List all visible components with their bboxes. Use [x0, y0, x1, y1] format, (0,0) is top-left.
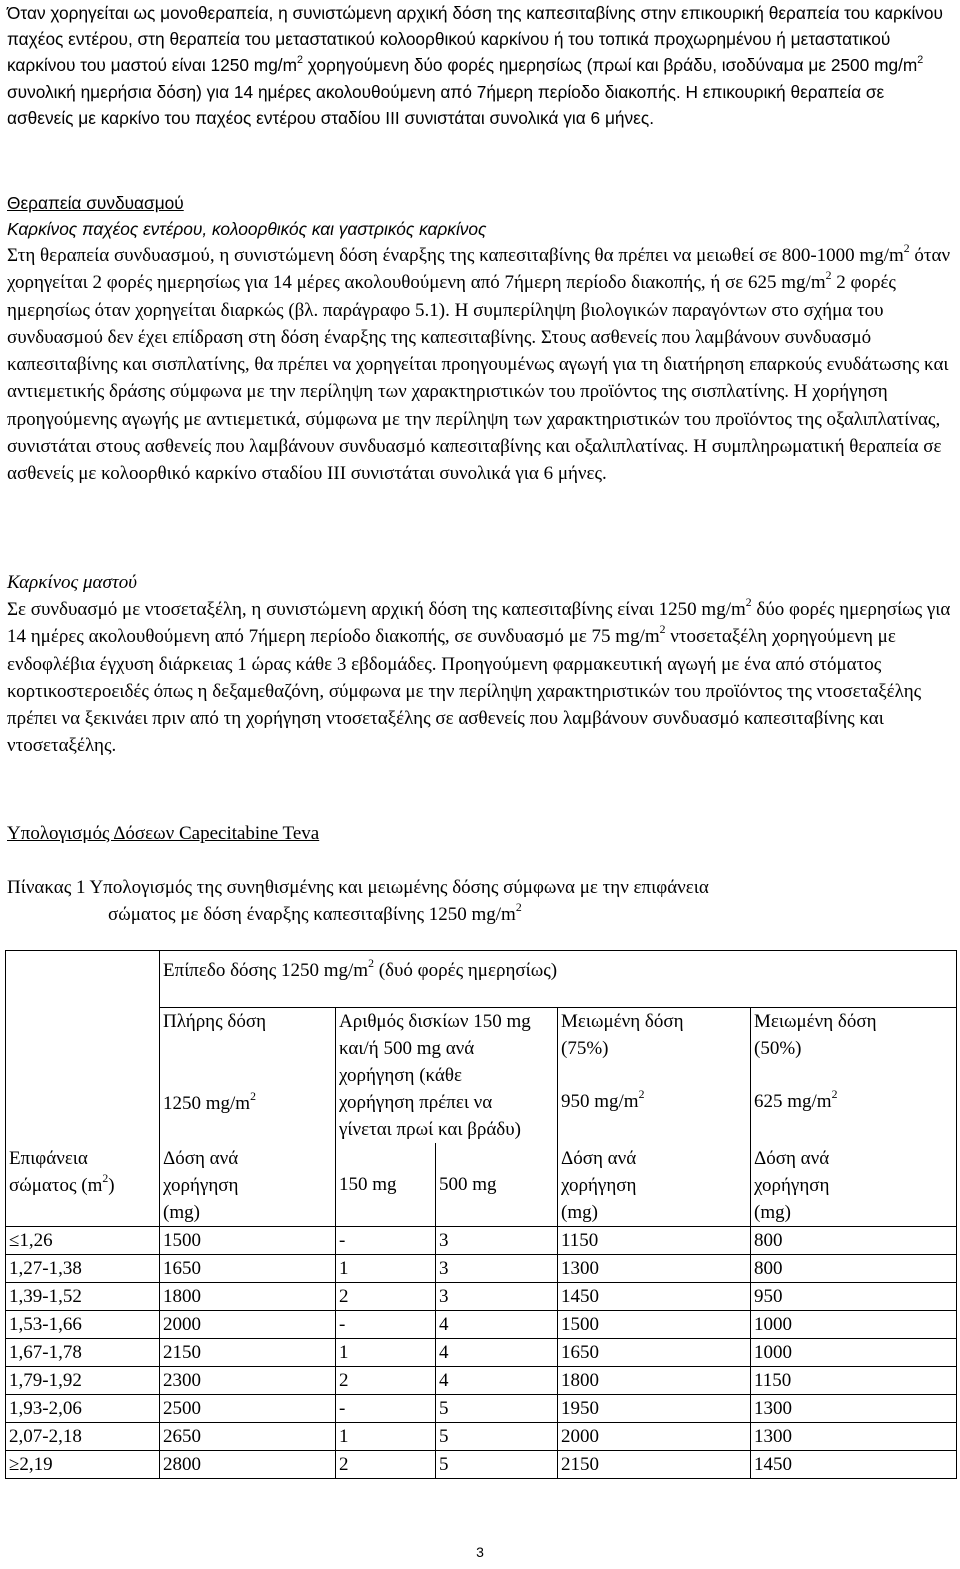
cell-bsa: 1,79-1,92	[6, 1367, 160, 1395]
cell-tablets-500: 5	[436, 1451, 558, 1479]
tablets-header: Αριθμός δισκίων 150 mg και/ή 500 mg ανά χορήγηση (κάθε χορήγηση πρέπει να γίνεται πρωί και βράδυ)	[336, 1008, 558, 1144]
cell-reduced-50: 800	[751, 1227, 957, 1255]
cell-full-dose: 2800	[160, 1451, 336, 1479]
dose-calc-heading: Υπολογισμός Δόσεων Capecitabine Teva	[7, 823, 320, 844]
cell-bsa: 1,93-2,06	[6, 1395, 160, 1423]
cell-tablets-150: 1	[336, 1255, 436, 1283]
cell-full-dose: 2000	[160, 1311, 336, 1339]
cell-reduced-50: 1300	[751, 1423, 957, 1451]
cell-tablets-500: 4	[436, 1339, 558, 1367]
combination-heading: Θεραπεία συνδυασμού	[7, 193, 184, 213]
cell-reduced-75: 2000	[558, 1423, 751, 1451]
tablet-150-header: 150 mg	[336, 1143, 436, 1227]
cell-full-dose: 2500	[160, 1395, 336, 1423]
cell-tablets-500: 3	[436, 1255, 558, 1283]
cell-full-dose: 2150	[160, 1339, 336, 1367]
table-row	[6, 1395, 957, 1423]
cell-full-dose: 1800	[160, 1283, 336, 1311]
table-title-row	[6, 951, 957, 1008]
cell-tablets-500: 4	[436, 1367, 558, 1395]
cell-reduced-75: 1450	[558, 1283, 751, 1311]
cell-tablets-500: 5	[436, 1423, 558, 1451]
cell-full-dose: 2300	[160, 1367, 336, 1395]
cell-reduced-75: 1150	[558, 1227, 751, 1255]
dose-table	[5, 950, 957, 1479]
cell-tablets-150: -	[336, 1227, 436, 1255]
tablet-500-header: 500 mg	[436, 1143, 558, 1227]
cell-reduced-50: 1450	[751, 1451, 957, 1479]
cell-reduced-75: 1300	[558, 1255, 751, 1283]
cell-tablets-150: -	[336, 1395, 436, 1423]
breast-paragraph: Σε συνδυασμό με ντοσεταξέλη, η συνιστώμενη αρχική δόση της καπεσιταβίνης είναι 1250 $mg/m^2$ δύο φορές ημερησίως για 14 ημέρες ακολουθούμενη από 7ήμερη περίοδο διακοπής, σε συνδυασμό με 75 $mg/m^2$ ντοσεταξέλη χορηγούμενη με ενδοφλέβια έγχυση διάρκειας 1 ώρας κάθε 3 εβδομάδες. Προηγούμενη φαρμακευτική αγωγή με ένα από στόματος κορτικοστεροειδές όπως η δεξαμεθαζόνη, σύμφωνα με την περίληψη χαρακτηριστικών του προϊόντος της ντοσεταξέλης πρέπει να ξεκινάει πριν από τη χορήγηση ντοσεταξέλης σε ασθενείς που λαμβάνουν συνδυασμό καπεσιταβίνης και ντοσεταξέλης.	[7, 595, 951, 757]
full-dose-header: Πλήρης δόση 1250 $mg/m^2$	[160, 1008, 336, 1144]
table-caption-line2: σώματος με δόση έναρξης καπεσιταβίνης 1250 $mg/m^2$	[108, 901, 522, 926]
cell-reduced-50: 800	[751, 1255, 957, 1283]
table-row	[6, 1227, 957, 1255]
cell-bsa: 1,39-1,52	[6, 1283, 160, 1311]
cell-tablets-150: 1	[336, 1339, 436, 1367]
table-header-row	[6, 1008, 957, 1144]
cell-reduced-75: 1950	[558, 1395, 751, 1423]
cell-reduced-75: 2150	[558, 1451, 751, 1479]
cell-tablets-150: 2	[336, 1283, 436, 1311]
cell-tablets-500: 4	[436, 1311, 558, 1339]
cell-full-dose: 1650	[160, 1255, 336, 1283]
page-number: 3	[476, 1544, 484, 1560]
reduced-50-header: Μειωμένη δόση (50%) 625 $mg/m^2$	[751, 1008, 957, 1144]
cell-reduced-75: 1650	[558, 1339, 751, 1367]
cell-full-dose: 1500	[160, 1227, 336, 1255]
breast-subheading: Καρκίνος μαστού	[7, 572, 137, 593]
cell-bsa: 2,07-2,18	[6, 1423, 160, 1451]
table-row	[6, 1339, 957, 1367]
cell-bsa: 1,53-1,66	[6, 1311, 160, 1339]
reduced-75-per-admin: Δόση ανά χορήγηση (mg)	[558, 1143, 751, 1227]
colorectal-subheading: Καρκίνος παχέος εντέρου, κολοορθικός και γαστρικός καρκίνος	[7, 219, 487, 239]
table-row	[6, 1283, 957, 1311]
cell-tablets-150: 1	[336, 1423, 436, 1451]
table-row	[6, 1367, 957, 1395]
cell-reduced-75: 1500	[558, 1311, 751, 1339]
cell-reduced-50: 1150	[751, 1367, 957, 1395]
cell-reduced-50: 950	[751, 1283, 957, 1311]
cell-reduced-50: 1300	[751, 1395, 957, 1423]
cell-tablets-150: -	[336, 1311, 436, 1339]
cell-tablets-500: 3	[436, 1283, 558, 1311]
table-caption	[7, 874, 955, 929]
bsa-header: Επιφάνεια σώματος $(m^2)$	[6, 1143, 160, 1227]
cell-bsa: 1,67-1,78	[6, 1339, 160, 1367]
cell-bsa: 1,27-1,38	[6, 1255, 160, 1283]
cell-reduced-75: 1800	[558, 1367, 751, 1395]
combination-paragraph: Στη θεραπεία συνδυασμού, η συνιστώμενη δόση έναρξης της καπεσιταβίνης θα πρέπει να μειωθεί σε 800-1000 $mg/m^2$ όταν χορηγείται 2 φορές ημερησίως για 14 μέρες ακολουθούμενη από 7ήμερη περίοδο διακοπής, ή σε 625 $mg/m^2$ 2 φορές ημερησίως όταν χορηγείται διαρκώς (βλ. παράγραφο 5.1). Η συμπερίληψη βιολογικών παραγόντων στο σχήμα του συνδυασμού δεν έχει επίδραση στη δόση έναρξης της καπεσιταβίνης. Στους ασθενείς που λαμβάνουν συνδυασμό καπεσιταβίνης και σισπλατίνης, θα πρέπει να χορηγείται προηγουμένως αγωγή για τη διατήρηση επαρκούς ενυδάτωσης και αντιεμετικής δράσης σύμφωνα με την περίληψη των χαρακτηριστικών του προϊόντος της σισπλατίνης. Η χορήγηση προηγούμενης αγωγής με αντιεμετικά, σύμφωνα με την περίληψη των χαρακτηριστικών του προϊόντος της οξαλιπλατίνας, συνιστάται στους ασθενείς που λαμβάνουν συνδυασμό καπεσιταβίνης και οξαλιπλατίνας. Η συμπληρωματική θεραπεία σε ασθενείς με κολοορθικό καρκίνο σταδίου ΙΙΙ συνιστάται συνολικά για 6 μήνες.	[7, 241, 951, 485]
cell-tablets-500: 5	[436, 1395, 558, 1423]
full-dose-per-admin: Δόση ανά χορήγηση (mg)	[160, 1143, 336, 1227]
cell-tablets-500: 3	[436, 1227, 558, 1255]
cell-tablets-150: 2	[336, 1367, 436, 1395]
table-row	[6, 1423, 957, 1451]
cell-bsa: ≥2,19	[6, 1451, 160, 1479]
intro-paragraph: Όταν χορηγείται ως μονοθεραπεία, η συνιστώμενη αρχική δόση της καπεσιταβίνης στην επικουρική θεραπεία του καρκίνου παχέος εντέρου, στη θεραπεία του μεταστατικού κολοορθικού καρκίνου ή του τοπικά προχωρημένου ή μεταστατικού καρκίνου του μαστού είναι 1250 $mg/m^2$ χορηγούμενη δύο φορές ημερησίως (πρωί και βράδυ, ισοδύναμα με 2500 $mg/m^2$ συνολική ημερήσια δόση) για 14 ημέρες ακολουθούμενη από 7ήμερη περίοδο διακοπής. Η επικουρική θεραπεία σε ασθενείς με καρκίνο του παχέος εντέρου σταδίου ΙΙΙ συνιστάται συνολικά για 6 μήνες.	[7, 3, 943, 128]
cell-tablets-150: 2	[336, 1451, 436, 1479]
cell-reduced-50: 1000	[751, 1311, 957, 1339]
table-row	[6, 1311, 957, 1339]
reduced-50-per-admin: Δόση ανά χορήγηση (mg)	[751, 1143, 957, 1227]
dose-level-title: Επίπεδο δόσης 1250 $mg/m^2$ (δυό φορές ημερησίως)	[160, 951, 957, 1008]
cell-bsa: ≤1,26	[6, 1227, 160, 1255]
reduced-75-header: Μειωμένη δόση (75%) 950 $mg/m^2$	[558, 1008, 751, 1144]
table-row	[6, 1451, 957, 1479]
table-subheader-row	[6, 1143, 957, 1227]
table-row	[6, 1255, 957, 1283]
table-caption-line1: Πίνακας 1 Υπολογισμός της συνηθισμένης και μειωμένης δόσης σύμφωνα με την επιφάνεια	[7, 877, 709, 898]
cell-full-dose: 2650	[160, 1423, 336, 1451]
cell-reduced-50: 1000	[751, 1339, 957, 1367]
